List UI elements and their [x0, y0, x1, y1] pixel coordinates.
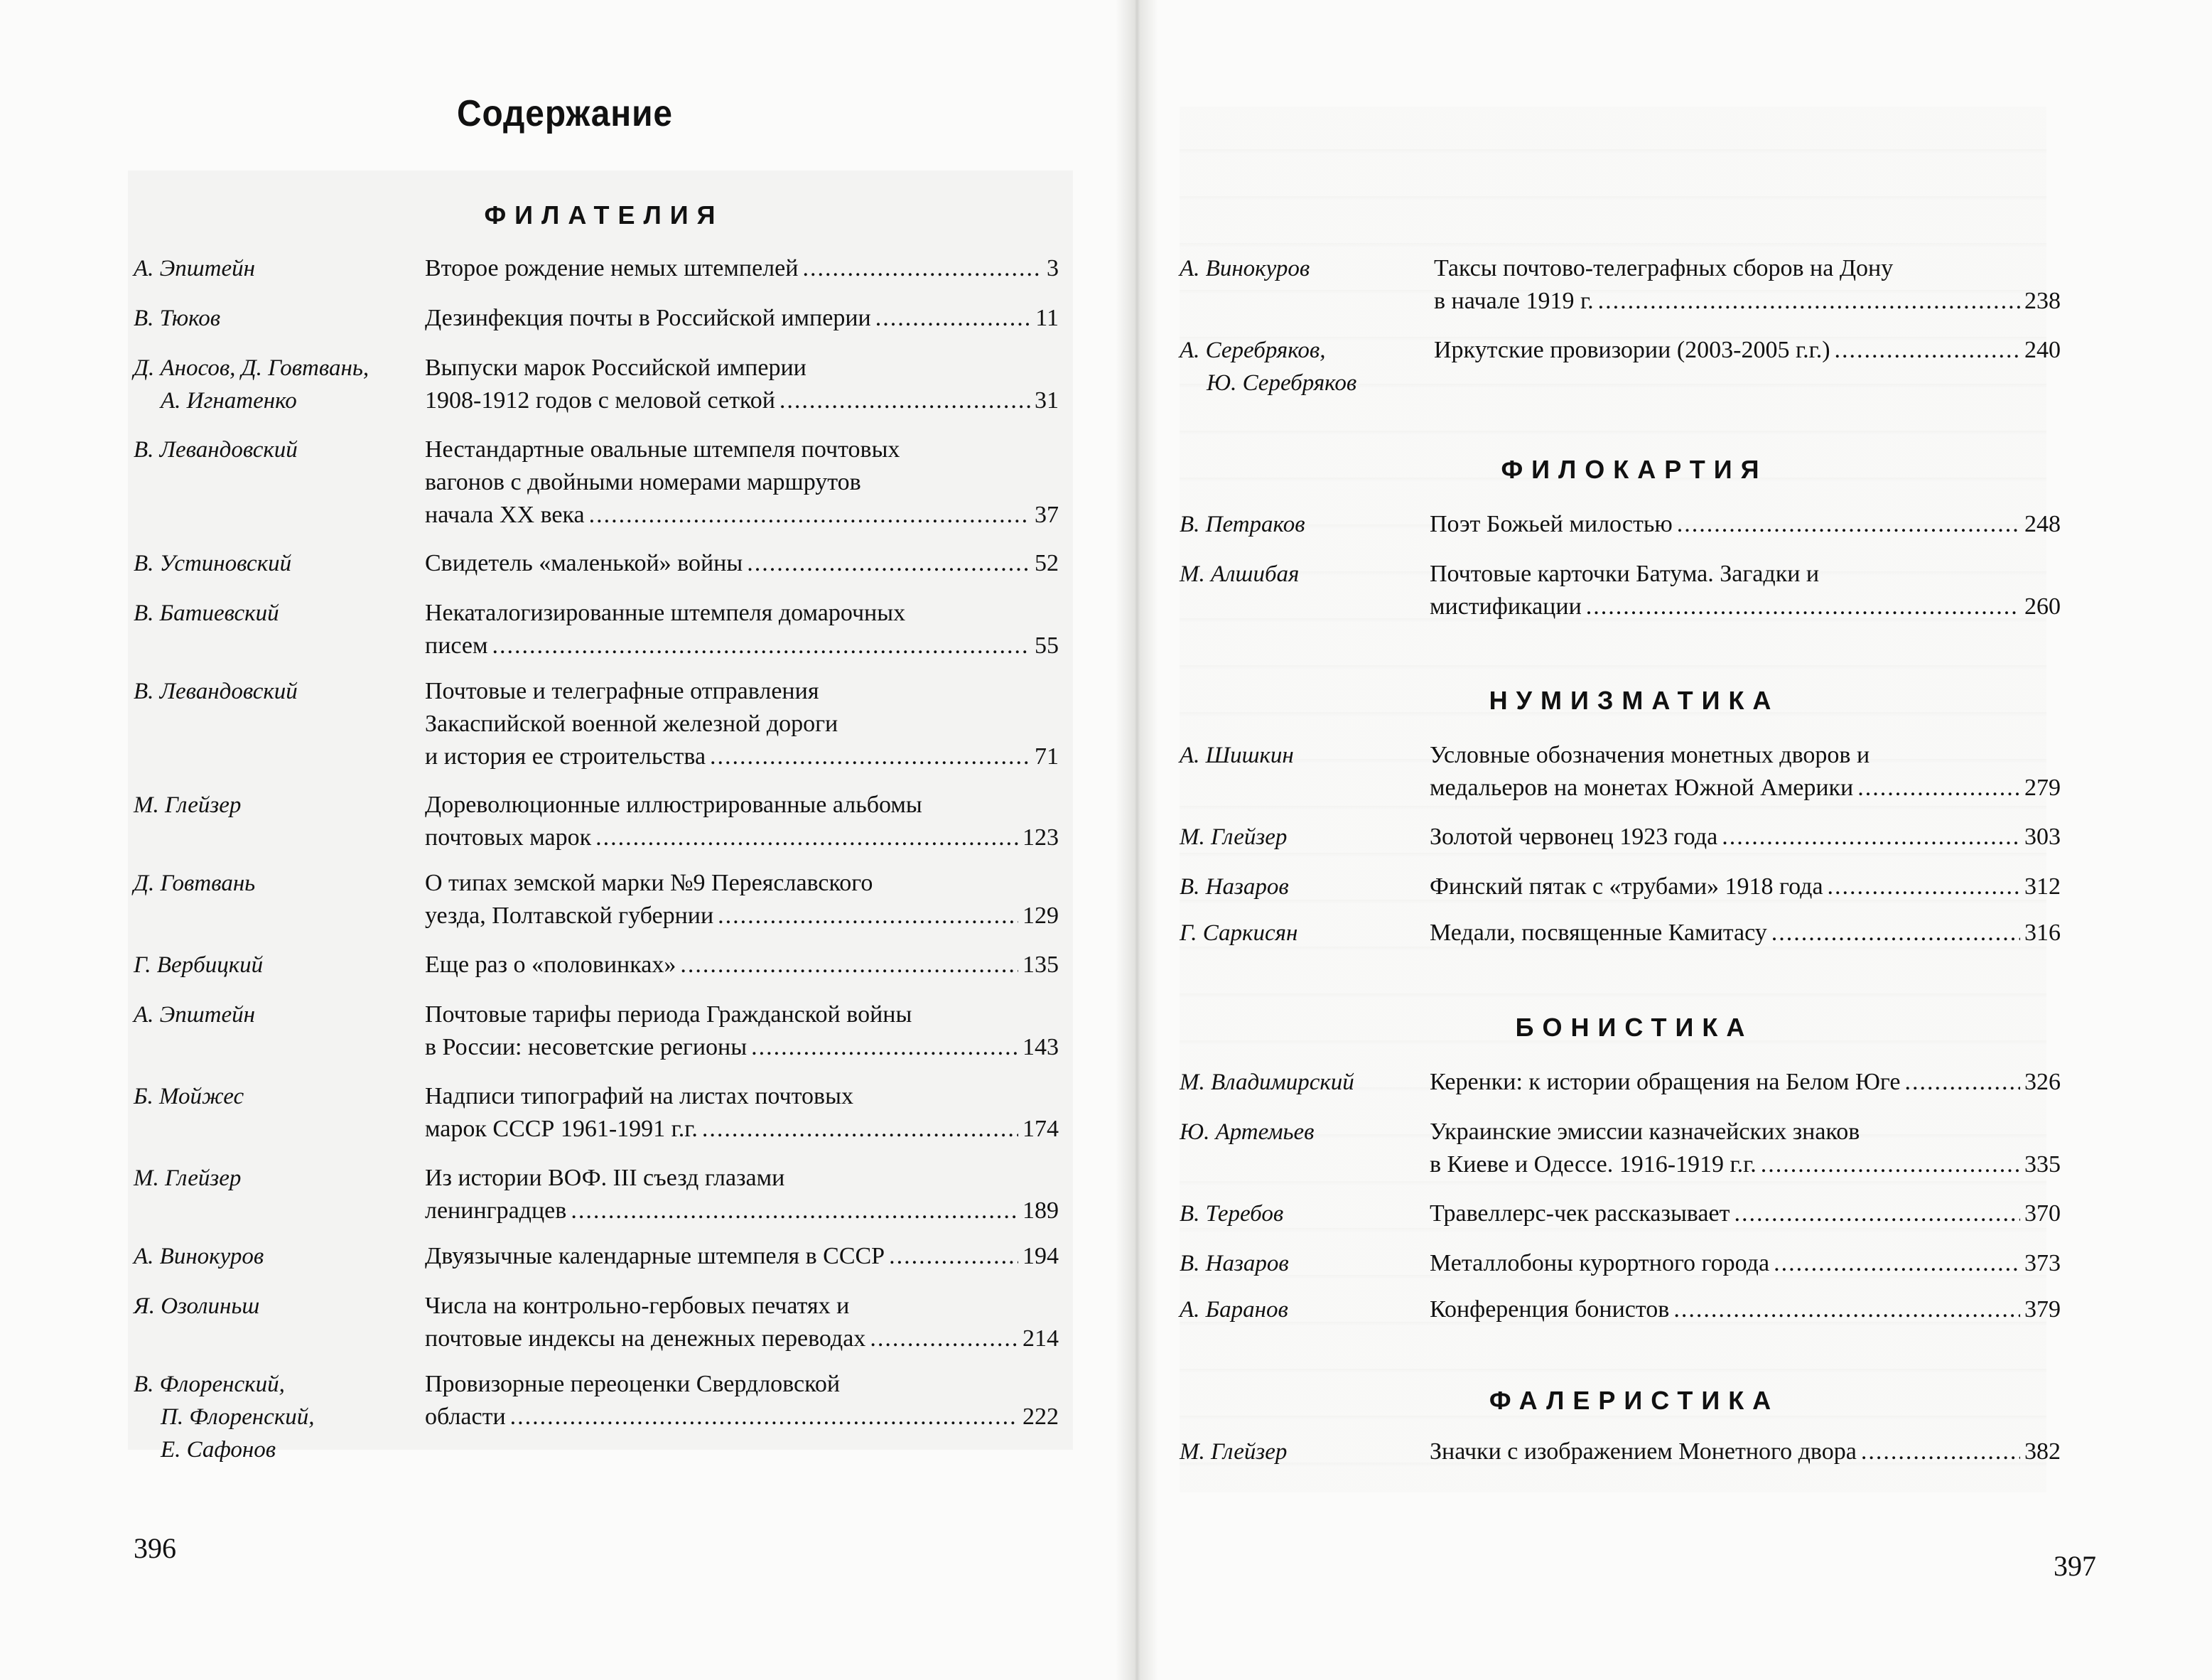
dot-leader	[1857, 772, 2020, 804]
toc-page-number: 279	[2024, 775, 2061, 801]
toc-entry-author: Г. Вербицкий	[134, 952, 264, 978]
toc-entry-author: А. Винокуров	[1180, 256, 1310, 281]
dot-leader	[1835, 334, 2020, 367]
toc-entry-title: Провизорные переоценки Свердловской области ..... 222	[425, 1368, 1059, 1433]
toc-page-number: 71	[1035, 743, 1059, 770]
dot-leader	[1586, 591, 2020, 623]
toc-entry-author: Ю. Артемьев	[1180, 1119, 1315, 1145]
toc-page-number: 52	[1035, 550, 1059, 576]
toc-entry-title: Значки с изображением Монетного двора ..... 382	[1430, 1436, 2061, 1468]
toc-entry-title: Из истории ВОФ. III съезд глазами ленинградцев ..... 189	[425, 1162, 1059, 1227]
toc-entry-author: А. Шишкин	[1180, 743, 1294, 768]
toc-page-number: 238	[2024, 288, 2061, 314]
toc-entry-author: А. Винокуров	[134, 1244, 264, 1269]
toc-page-number: 326	[2024, 1069, 2061, 1095]
toc-entry-author: М. Глейзер	[134, 792, 242, 818]
toc-entry-author: В. Тюков	[134, 306, 221, 331]
toc-entry-author: В. Назаров	[1180, 1251, 1289, 1276]
toc-entry-title: Свидетель «маленькой» войны ..... 52	[425, 547, 1059, 580]
dot-leader	[595, 822, 1018, 854]
toc-entry-author: В. Петраков	[1180, 512, 1305, 537]
toc-entry-title: Второе рождение немых штемпелей ..... 3	[425, 252, 1059, 285]
dot-leader	[1861, 1436, 2020, 1468]
dot-leader	[510, 1401, 1018, 1433]
toc-page-number: 303	[2024, 824, 2061, 850]
toc-page-number: 222	[1023, 1404, 1059, 1430]
right-page	[1130, 0, 2212, 1680]
toc-entry-title: Еще раз о «половинках» ..... 135	[425, 949, 1059, 981]
toc-entry-author: М. Глейзер	[1180, 824, 1288, 850]
toc-entry-author: А. Эпштейн	[134, 1002, 256, 1028]
toc-page-number: 260	[2024, 593, 2061, 620]
toc-page-number: 194	[1023, 1243, 1059, 1269]
toc-entry-title: Золотой червонец 1923 года ..... 303	[1430, 821, 2061, 854]
dot-leader	[802, 252, 1042, 285]
toc-entry-author: Д. Аносов, Д. Говтвань, А. Игнатенко	[134, 355, 369, 414]
toc-entry-author: В. Батиевский	[134, 601, 279, 626]
dot-leader	[710, 741, 1030, 773]
toc-entry-title: Иркутские провизории (2003-2005 г.г.) ..... 240	[1434, 334, 2061, 367]
toc-entry-author: Б. Мойжес	[134, 1084, 244, 1109]
dot-leader	[1771, 917, 2020, 949]
toc-entry-title: Выпуски марок Российской империи 1908-1912 годов с меловой сеткой ..... 31	[425, 352, 1059, 417]
toc-entry-title: Некаталогизированные штемпеля домарочных писем ..... 55	[425, 597, 1059, 662]
section-heading: ФАЛЕРИСТИКА	[1489, 1386, 1780, 1415]
toc-entry-author: Г. Саркисян	[1180, 920, 1298, 946]
toc-entry-title: Почтовые карточки Батума. Загадки и мистификации ..... 260	[1430, 558, 2061, 623]
dot-leader	[751, 1031, 1018, 1064]
toc-page-number: 135	[1023, 952, 1059, 978]
toc-entry-title: Дезинфекция почты в Российской империи ..... 11	[425, 302, 1059, 335]
toc-entry-title: Двуязычные календарные штемпеля в СССР ..... 194	[425, 1240, 1059, 1273]
toc-entry-author: М. Алшибая	[1180, 561, 1300, 587]
toc-page-number: 335	[2024, 1151, 2061, 1178]
toc-entry-author: В. Назаров	[1180, 874, 1289, 900]
toc-entry-title: Металлобоны курортного города ..... 373	[1430, 1247, 2061, 1280]
toc-entry-title: Таксы почтово-телеграфных сборов на Дону в начале 1919 г. ..... 238	[1434, 252, 2061, 318]
toc-entry-title: Медали, посвященные Камитасу ..... 316	[1430, 917, 2061, 949]
toc-page-number: 143	[1023, 1034, 1059, 1060]
toc-page-number: 370	[2024, 1200, 2061, 1227]
toc-entry-title: Керенки: к истории обращения на Белом Юге ..... 326	[1430, 1066, 2061, 1099]
dot-leader	[1722, 821, 2020, 854]
toc-entry-author: В. Устиновский	[134, 551, 292, 576]
dot-leader	[1761, 1148, 2020, 1181]
toc-entry-author: В. Теребов	[1180, 1201, 1284, 1227]
toc-entry-author: В. Левандовский	[134, 437, 298, 463]
toc-entry-title: Украинские эмиссии казначейских знаков в Киеве и Одессе. 1916-1919 г.г. ..... 335	[1430, 1116, 2061, 1181]
toc-page-number: 316	[2024, 920, 2061, 946]
toc-page-number: 123	[1023, 824, 1059, 851]
dot-leader	[680, 949, 1018, 981]
toc-entry-title: Надписи типографий на листах почтовых марок СССР 1961-1991 г.г. ..... 174	[425, 1080, 1059, 1146]
toc-entry-title: Поэт Божьей милостью ..... 248	[1430, 508, 2061, 541]
contents-heading: Содержание	[457, 93, 673, 134]
dot-leader	[1598, 285, 2020, 318]
section-heading: БОНИСТИКА	[1515, 1013, 1754, 1042]
toc-entry-author: В. Левандовский	[134, 679, 298, 704]
dot-leader	[571, 1195, 1018, 1227]
toc-page-number: 11	[1035, 305, 1059, 331]
toc-page-number: 37	[1035, 502, 1059, 528]
right-page-number: 397	[2054, 1550, 2096, 1582]
toc-page-number: 312	[2024, 873, 2061, 900]
toc-entry-author: В. Флоренский, П. Флоренский, Е. Сафонов	[134, 1372, 315, 1463]
toc-entry-author: М. Глейзер	[134, 1165, 242, 1191]
dot-leader	[702, 1113, 1018, 1146]
toc-page-number: 174	[1023, 1116, 1059, 1142]
toc-page-number: 373	[2024, 1250, 2061, 1276]
toc-entry-title: Травеллерс-чек рассказывает ..... 370	[1430, 1197, 2061, 1230]
dot-leader	[1774, 1247, 2020, 1280]
toc-page-number: 31	[1035, 387, 1059, 414]
dot-leader	[747, 547, 1030, 580]
dot-leader	[1673, 1293, 2020, 1326]
book-gutter	[1116, 0, 1158, 1680]
toc-page-number: 214	[1023, 1325, 1059, 1352]
toc-page-number: 55	[1035, 632, 1059, 659]
dot-leader	[1677, 508, 2020, 541]
dot-leader	[718, 900, 1018, 932]
toc-entry-title: Дореволюционные иллюстрированные альбомы почтовых марок ..... 123	[425, 789, 1059, 854]
dot-leader	[589, 499, 1030, 532]
toc-entry-author: Д. Говтвань	[134, 871, 256, 896]
left-page-number: 396	[134, 1532, 176, 1564]
toc-page-number: 248	[2024, 511, 2061, 537]
toc-page-number: 382	[2024, 1438, 2061, 1465]
toc-entry-author: Я. Озолиньш	[134, 1293, 260, 1319]
toc-page-number: 3	[1047, 255, 1059, 281]
toc-entry-author: А. Баранов	[1180, 1297, 1288, 1323]
toc-entry-title: Финский пятак с «трубами» 1918 года ..... 312	[1430, 871, 2061, 903]
section-heading-philately: ФИЛАТЕЛИЯ	[484, 200, 724, 230]
toc-entry-title: Числа на контрольно-гербовых печатях и почтовые индексы на денежных переводах ..... 214	[425, 1290, 1059, 1355]
dot-leader	[889, 1240, 1018, 1273]
toc-page-number: 240	[2024, 337, 2061, 363]
toc-page-number: 379	[2024, 1296, 2061, 1323]
toc-page-number: 129	[1023, 903, 1059, 929]
toc-entry-title: Конференция бонистов ..... 379	[1430, 1293, 2061, 1326]
toc-page-number: 189	[1023, 1197, 1059, 1224]
section-heading: ФИЛОКАРТИЯ	[1501, 455, 1768, 484]
toc-entry-title: Условные обозначения монетных дворов и медальеров на монетах Южной Америки ..... 279	[1430, 739, 2061, 804]
dot-leader	[870, 1323, 1018, 1355]
toc-entry-title: Почтовые тарифы периода Гражданской войны в России: несоветские регионы ..... 143	[425, 998, 1059, 1064]
dot-leader	[1828, 871, 2020, 903]
dot-leader	[1905, 1066, 2021, 1099]
toc-entry-author: М. Владимирский	[1180, 1070, 1354, 1095]
toc-entry-title: Нестандартные овальные штемпеля почтовых вагонов с двойными номерами маршрутов начала XX века ..... 37	[425, 434, 1059, 532]
section-heading: НУМИЗМАТИКА	[1489, 686, 1780, 715]
dot-leader	[875, 302, 1032, 335]
toc-entry-title: О типах земской марки №9 Переяславского уезда, Полтавской губернии ..... 129	[425, 867, 1059, 932]
dot-leader	[779, 384, 1030, 417]
toc-entry-author: М. Глейзер	[1180, 1439, 1288, 1465]
toc-entry-author: А. Серебряков, Ю. Серебряков	[1180, 338, 1357, 396]
toc-entry-author: А. Эпштейн	[134, 256, 256, 281]
toc-entry-title: Почтовые и телеграфные отправления Закаспийской военной железной дороги и история ее строительства ..... 71	[425, 675, 1059, 773]
dot-leader	[1734, 1197, 2020, 1230]
dot-leader	[492, 630, 1030, 662]
